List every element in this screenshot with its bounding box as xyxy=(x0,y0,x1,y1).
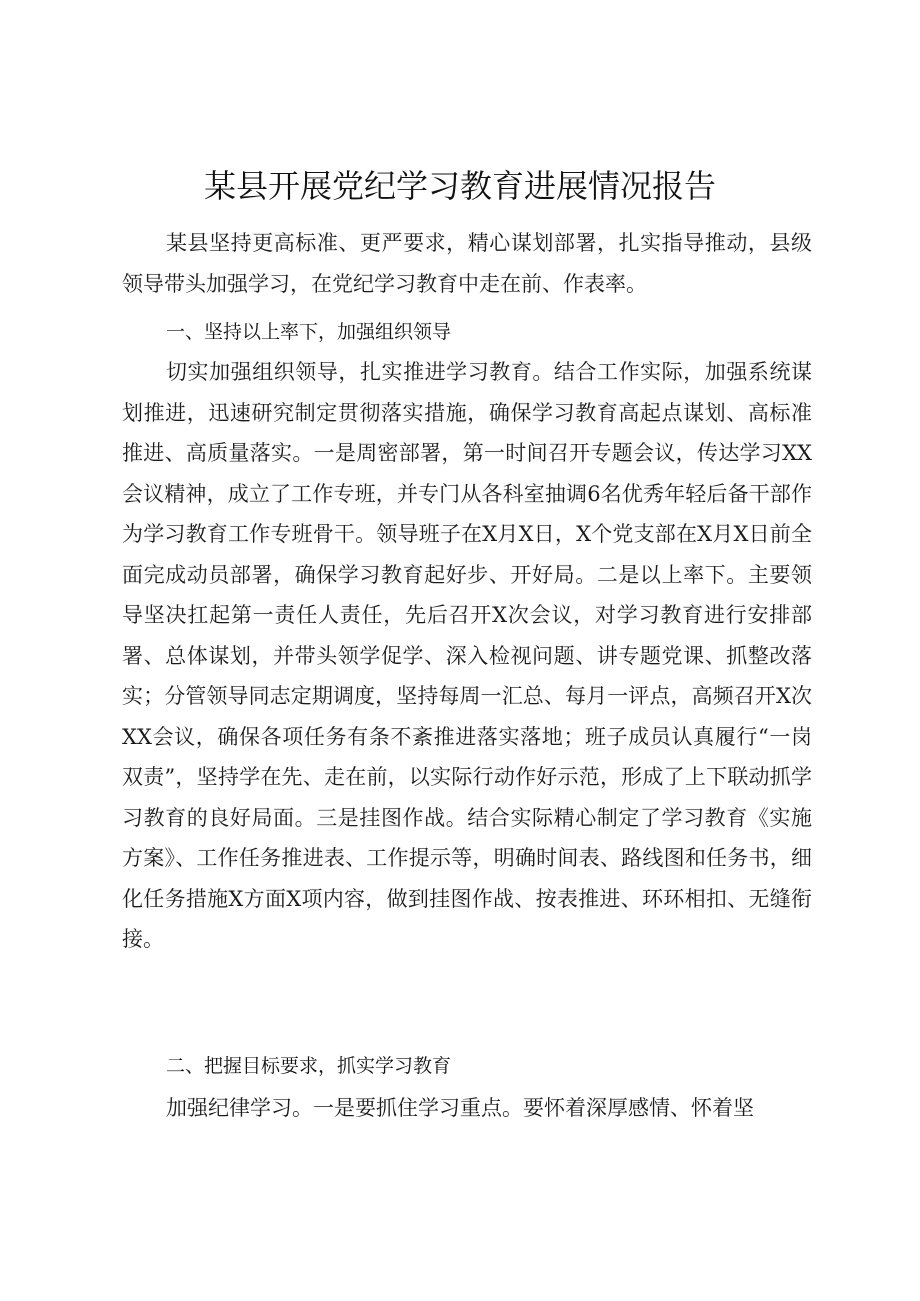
section-1-paragraph: 切实加强组织领导，扎实推进学习教育。结合工作实际，加强系统谋划推进，迅速研究制定贯彻落实措施，确保学习教育高起点谋划、高标准推进、高质量落实。一是周密部署，第一时间召开专题会议，传达学习XX会议精神，成立了工作专班，并专门从各科室抽调6名优秀年轻后备干部作为学习教育工作专班骨干。领导班子在X月X日，X个党支部在X月X日前全面完成动员部署，确保学习教育起好步、开好局。二是以上率下。主要领导坚决扛起第一责任人责任，先后召开X次会议，对学习教育进行安排部署、总体谋划，并带头领学促学、深入检视问题、讲专题党课、抓整改落实；分管领导同志定期调度，坚持每周一汇总、每月一评点，高频召开X次XX会议，确保各项任务有条不紊推进落实落地；班子成员认真履行“一岗双责”，坚持学在先、走在前，以实际行动作好示范，形成了上下联动抓学习教育的良好局面。三是挂图作战。结合实际精心制定了学习教育《实施方案》、工作任务推进表、工作提示等，明确时间表、路线图和任务书，细化任务措施X方面X项内容，做到挂图作战、按表推进、环环相扣、无缝衔接。 xyxy=(122,360,812,951)
document-title: 某县开展党纪学习教育进展情况报告 xyxy=(203,167,716,205)
section-2-paragraph: 加强纪律学习。一是要抓住学习重点。要怀着深厚感情、怀着坚 xyxy=(166,1096,754,1120)
section-2-heading: 二、把握目标要求，抓实学习教育 xyxy=(166,1055,452,1077)
intro-paragraph: 某县坚持更高标准、更严要求，精心谋划部署，扎实指导推动，县级领导带头加强学习，在党纪学习教育中走在前、作表率。 xyxy=(122,231,812,296)
section-1-heading: 一、坚持以上率下，加强组织领导 xyxy=(166,321,452,343)
